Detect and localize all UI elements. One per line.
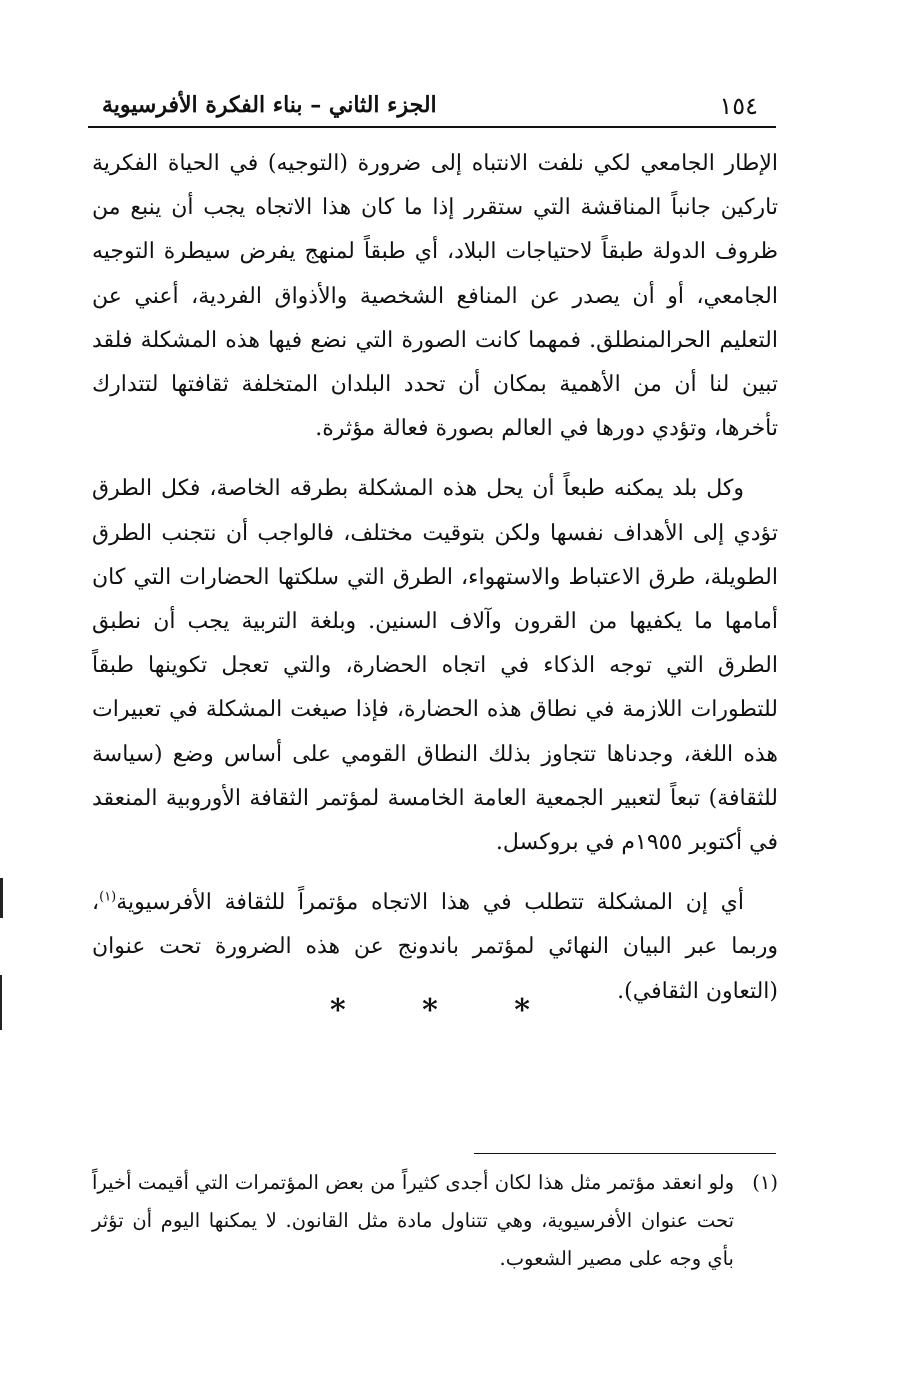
separator-star: * [422, 992, 438, 1028]
footnotes [92, 1164, 778, 1278]
running-title: الجزء الثاني – بناء الفكرة الأفرسيوية [102, 92, 437, 118]
page-header [88, 86, 776, 128]
paragraph-2: وكل بلد يمكنه طبعاً أن يحل هذه المشكلة بطرقه الخاصة، فكل الطرق تؤدي إلى الأهداف نفسها ولكن بتوقيت مختلف، فالواجب أن نتجنب الطرق الطويلة، طرق الاعتباط والاستهواء، الطرق التي سلكتها الحضارات التي كان أمامها ما يكفيها من القرون وآلاف السنين. وبلغة التربية يجب أن نطبق الطرق التي توجه الذكاء في اتجاه الحضارة، والتي تعجل تكوينها طبقاً للتطورات اللازمة في نطاق هذه الحضارة، فإذا صيغت المشكلة في تعبيرات هذه اللغة، وجدناها تتجاوز بذلك النطاق القومي على أساس وضع (سياسة للثقافة) تبعاً لتعبير الجمعية العامة الخامسة لمؤتمر الثقافة الأوروبية المنعقد في أكتوبر ١٩٥٥م في بروكسل. [92, 476, 778, 856]
header-rule [88, 126, 776, 128]
footnote-1 [92, 1164, 778, 1278]
section-separator [330, 990, 530, 1030]
paragraph-1: الإطار الجامعي لكي نلفت الانتباه إلى ضرورة (التوجيه) في الحياة الفكرية تاركين جانباً المناقشة التي ستقرر إذا ما كان هذا الاتجاه يجب أن ينبع من ظروف الدولة طبقاً لاحتياجات البلاد، أي طبقاً لمنهج يفرض سيطرة التوجيه الجامعي، أو أن يصدر عن المنافع الشخصية والأذواق الفردية، أعني عن التعليم الحرالمنطلق. فمهما كانت الصورة التي نضع فيها هذه المشكلة فلقد تبين لنا أن من الأهمية بمكان أن تحدد البلدان المتخلفة ثقافتها لتتدارك تأخرها، وتؤدي دورها في العالم بصورة فعالة مؤثرة. [92, 151, 778, 442]
separator-star: * [514, 992, 530, 1028]
scan-edge-mark [0, 975, 2, 1030]
footnote-text: ولو انعقد مؤتمر مثل هذا لكان أجدى كثيراً من بعض المؤتمرات التي أقيمت أخيراً تحت عنوان الأفرسيوية، وهي تتناول مادة مثل القانون. لا يمكنها اليوم أن تؤثر بأي وجه على مصير الشعوب. [92, 1171, 734, 1270]
footnote-reference[interactable]: (١) [99, 889, 117, 905]
scan-edge-mark [0, 878, 3, 918]
footnote-marker: (١) [752, 1171, 778, 1194]
body-text [92, 142, 778, 1014]
separator-star: * [330, 992, 346, 1028]
footnote-rule [474, 1153, 776, 1154]
page-number: ١٥٤ [719, 92, 758, 120]
paragraph-3-end: ، وربما عبر البيان النهائي لمؤتمر باندونج عن هذه الضرورة تحت عنوان (التعاون الثقافي). [92, 890, 778, 1004]
paragraph-3-start: أي إن المشكلة تتطلب في هذا الاتجاه مؤتمراً للثقافة الأفرسيوية [116, 890, 744, 916]
